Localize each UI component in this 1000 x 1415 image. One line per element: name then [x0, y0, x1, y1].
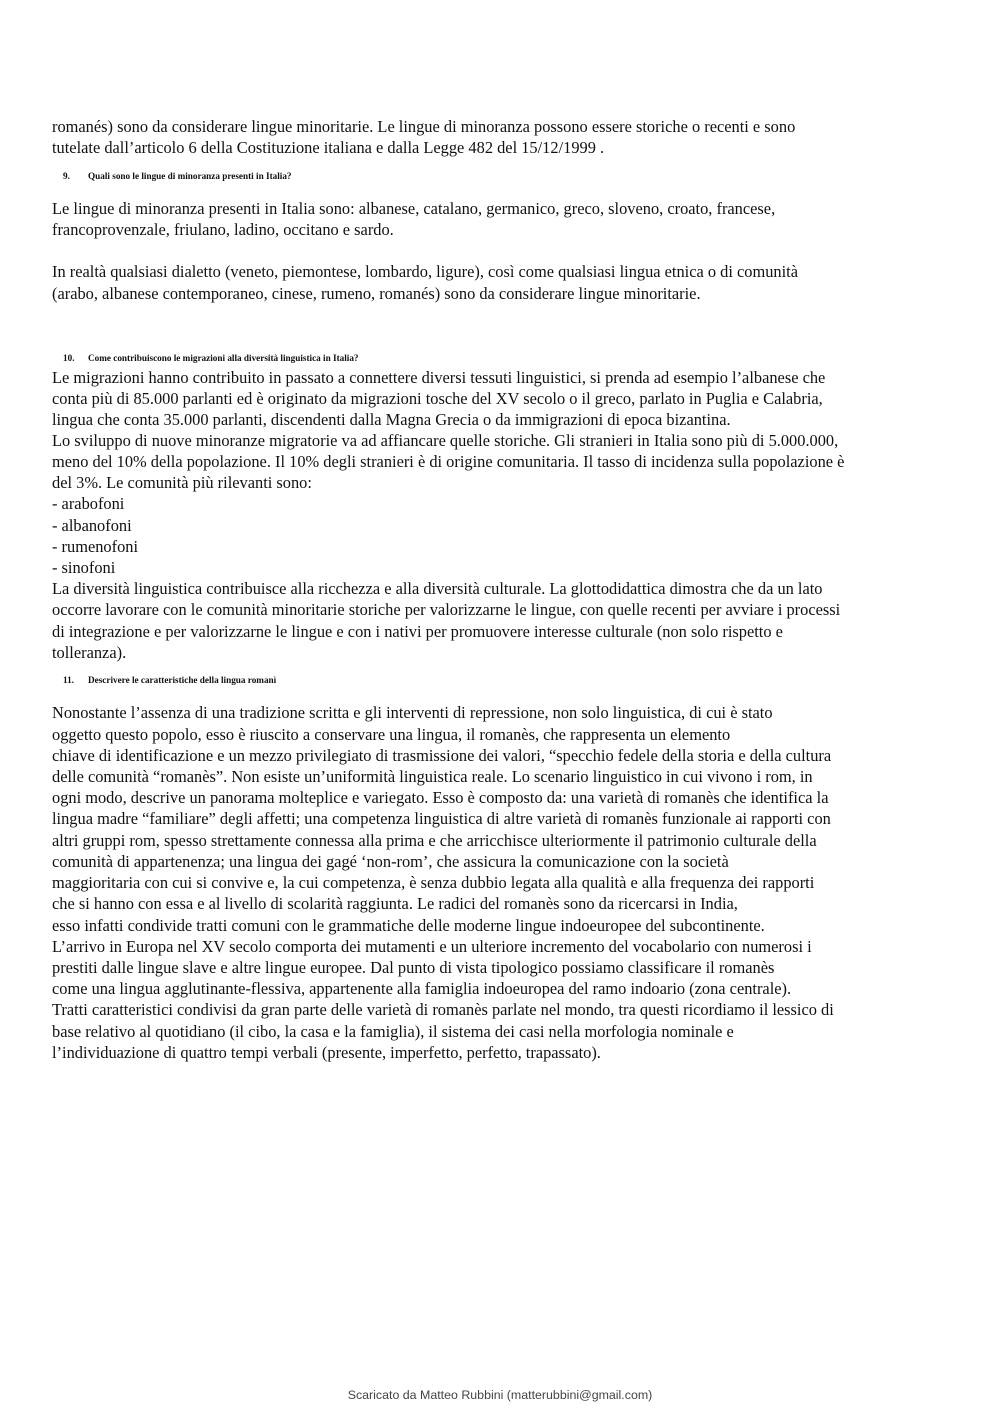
paragraph-line: che si hanno con essa e al livello di scolarità raggiunta. Le radici del romanès sono da ricercarsi in India, [52, 894, 738, 913]
list-item: - sinofoni [52, 558, 116, 577]
paragraph-line: lingua che conta 35.000 parlanti, discendenti dalla Magna Grecia o da immigrazioni di epoca bizantina. [52, 410, 731, 429]
question-number: 11. [63, 675, 74, 685]
question-11-heading [63, 674, 276, 686]
paragraph-line: oggetto questo popolo, esso è riuscito a conservare una lingua, il romanès, che rappresenta un elemento [52, 725, 731, 744]
paragraph-line: Nonostante l’assenza di una tradizione scritta e gli interventi di repressione, non solo linguistica, di cui è stato [52, 703, 773, 722]
question-title: Quali sono le lingue di minoranza presenti in Italia? [88, 171, 292, 181]
paragraph-line: l’individuazione di quattro tempi verbali (presente, imperfetto, perfetto, trapassato). [52, 1043, 601, 1062]
paragraph-line: (arabo, albanese contemporaneo, cinese, rumeno, romanés) sono da considerare lingue minoritarie. [52, 284, 701, 303]
paragraph-line: Le migrazioni hanno contribuito in passato a connettere diversi tessuti linguistici, si prenda ad esempio l’albanese che [52, 368, 826, 387]
question-title: Descrivere le caratteristiche della lingua romanì [88, 675, 277, 685]
list-item: - albanofoni [52, 516, 132, 535]
paragraph-line: francoprovenzale, friulano, ladino, occitano e sardo. [52, 220, 394, 239]
intro-line: romanés) sono da considerare lingue minoritarie. Le lingue di minoranza possono essere storiche o recenti e sono [52, 117, 796, 136]
paragraph-line: comunità di appartenenza; una lingua dei gagé ‘non-rom’, che assicura la comunicazione con la società [52, 852, 729, 871]
question-number: 9. [63, 171, 70, 181]
paragraph-line: di integrazione e per valorizzarne le lingue e con i nativi per promuovere interesse culturale (non solo rispetto e [52, 622, 783, 641]
paragraph-line: conta più di 85.000 parlanti ed è originato da migrazioni tosche del XV secolo o il greco, parlato in Puglia e Calabria, [52, 389, 823, 408]
paragraph-line: base relativo al quotidiano (il cibo, la casa e la famiglia), il sistema dei casi nella morfologia nominale e [52, 1022, 734, 1041]
paragraph-line: maggioritaria con cui si convive e, la cui competenza, è senza dubbio legata alla qualità e alla frequenza dei rapporti [52, 873, 815, 892]
paragraph-line: ogni modo, descrive un panorama molteplice e variegato. Esso è composto da: una varietà di romanès che identifica la [52, 788, 829, 807]
question-title: Come contribuiscono le migrazioni alla diversità linguistica in Italia? [88, 353, 359, 363]
paragraph-line: Le lingue di minoranza presenti in Italia sono: albanese, catalano, germanico, greco, sloveno, croato, francese, [52, 199, 776, 218]
paragraph-line: chiave di identificazione e un mezzo privilegiato di trasmissione dei valori, “specchio fedele della storia e della cultura [52, 746, 832, 765]
paragraph-line: altri gruppi rom, spesso strettamente connessa alla prima e che arricchisce ulteriormente il patrimonio culturale della [52, 831, 817, 850]
download-footer: Scaricato da Matteo Rubbini (matterubbini@gmail.com) [347, 1388, 653, 1402]
paragraph-line: tolleranza). [52, 643, 127, 662]
paragraph-line: come una lingua agglutinante-flessiva, appartenente alla famiglia indoeuropea del ramo indoario (zona centrale). [52, 979, 792, 998]
paragraph-line: esso infatti condivide tratti comuni con le grammatiche delle moderne lingue indoeuropee del subcontinente. [52, 916, 765, 935]
paragraph-line: del 3%. Le comunità più rilevanti sono: [52, 473, 312, 492]
paragraph-line: occorre lavorare con le comunità minoritarie storiche per valorizzarne le lingue, con quelle recenti per avviare i processi [52, 600, 841, 619]
question-9-heading [63, 170, 292, 182]
paragraph-line: La diversità linguistica contribuisce alla ricchezza e alla diversità culturale. La glottodidattica dimostra che da un lato [52, 579, 823, 598]
question-number: 10. [63, 353, 75, 363]
paragraph-line: prestiti dalle lingue slave e altre lingue europee. Dal punto di vista tipologico possiamo classificare il romanès [52, 958, 775, 977]
intro-line: tutelate dall’articolo 6 della Costituzione italiana e dalla Legge 482 del 15/12/1999 . [52, 138, 605, 157]
paragraph-line: Tratti caratteristici condivisi da gran parte delle varietà di romanès parlate nel mondo, tra questi ricordiamo il lessico di [52, 1000, 834, 1019]
paragraph-line: lingua madre “familiare” degli affetti; una competenza linguistica di altre varietà di romanès funzionale ai rapporti con [52, 809, 831, 828]
paragraph-line: meno del 10% della popolazione. Il 10% degli stranieri è di origine comunitaria. Il tasso di incidenza sulla popolazione è [52, 452, 845, 471]
paragraph-line: L’arrivo in Europa nel XV secolo comporta dei mutamenti e un ulteriore incremento del vocabolario con numerosi i [52, 937, 812, 956]
paragraph-line: In realtà qualsiasi dialetto (veneto, piemontese, lombardo, ligure), così come qualsiasi lingua etnica o di comunità [52, 262, 799, 281]
list-item: - arabofoni [52, 494, 125, 513]
paragraph-line: Lo sviluppo di nuove minoranze migratorie va ad affiancare quelle storiche. Gli stranieri in Italia sono più di 5.000.000, [52, 431, 839, 450]
question-10-heading [63, 352, 359, 364]
list-item: - rumenofoni [52, 537, 139, 556]
paragraph-line: delle comunità “romanès”. Non esiste un’uniformità linguistica reale. Lo scenario linguistico in cui vivono i rom, in [52, 767, 813, 786]
